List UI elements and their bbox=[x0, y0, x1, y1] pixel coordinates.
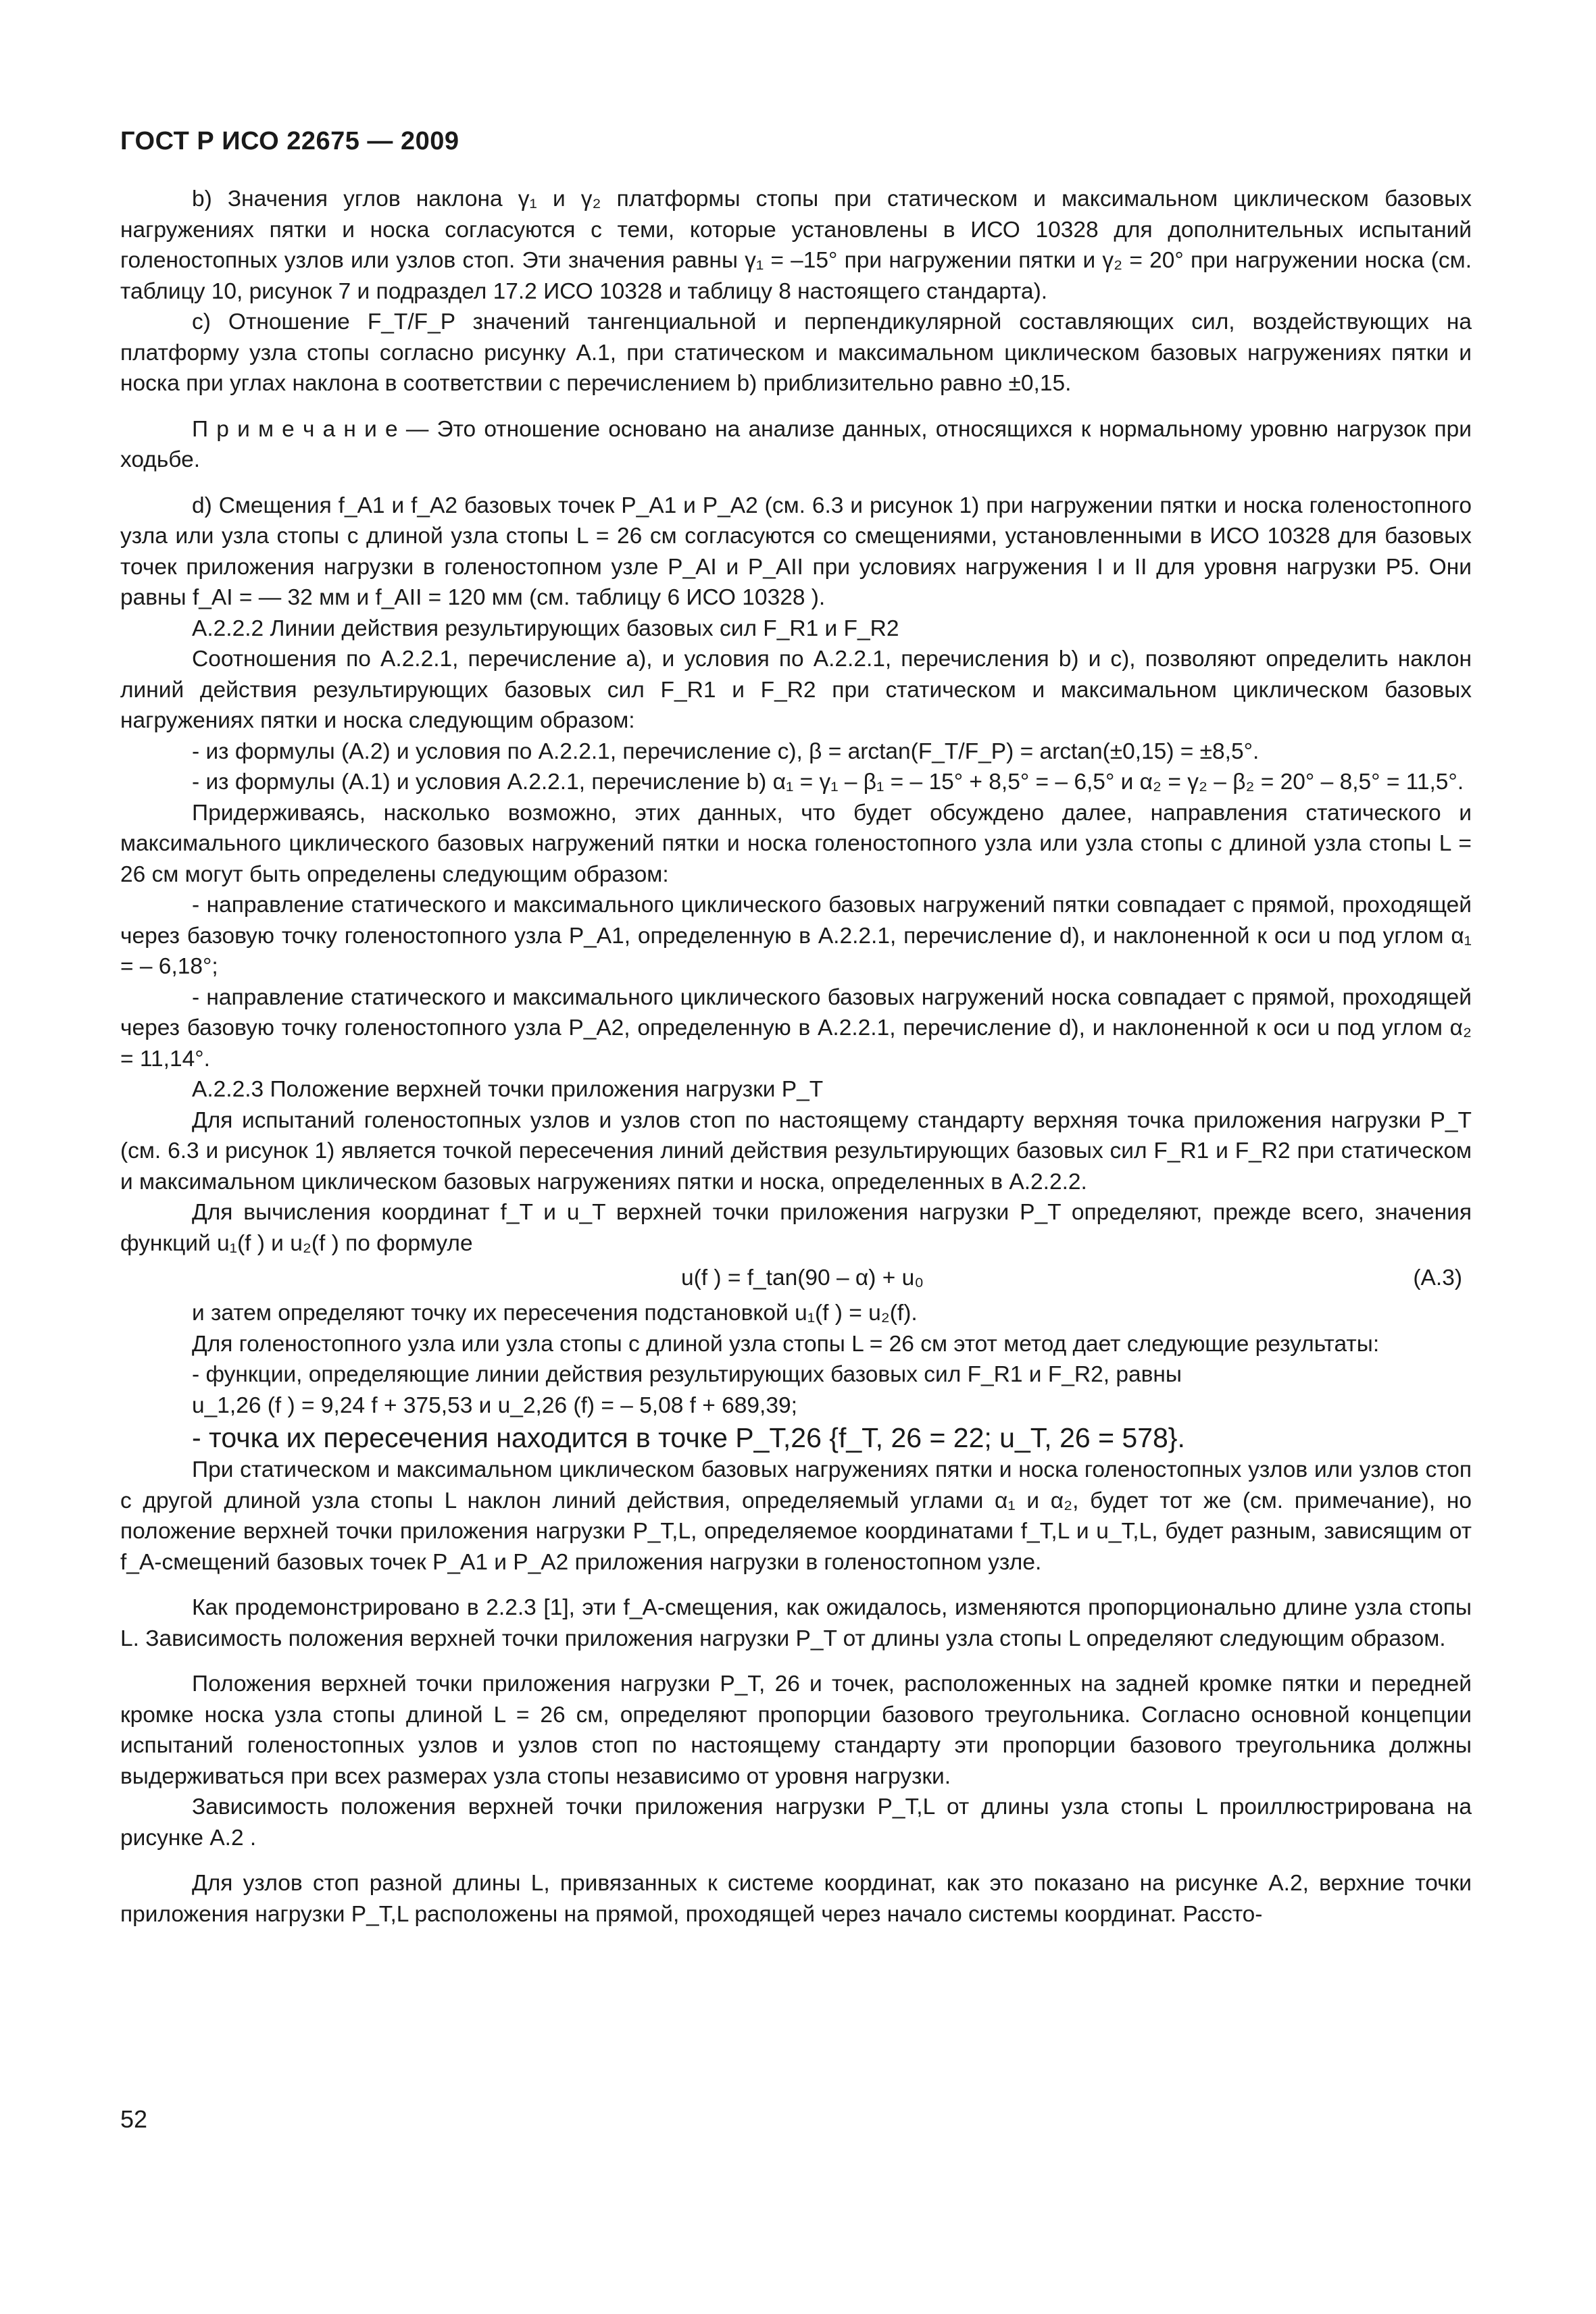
paragraph-intersection: и затем определяют точку их пересечения подстановкой u₁(f ) = u₂(f). bbox=[192, 1301, 918, 1326]
section-heading-a222: А.2.2.2 Линии действия результирующих базовых сил F_R1 и F_R2 bbox=[192, 615, 899, 641]
paragraph-b: b) Значения углов наклона γ₁ и γ₂ платформы стопы при статическом и максимальном циклическом базовых нагружениях пятки и носка согласуются с теми, которые установлены в ИСО 10328 для дополнительных испытаний голеностопных узлов или узлов стоп. Эти значения равны γ₁ = –15° при нагружении пятки и γ₂ = 20° при нагружении носка (см. таблицу 10, рисунок 7 и подраздел 17.2 ИСО 10328 и таблицу 8 настоящего стандарта). bbox=[120, 186, 1472, 304]
paragraph-base-triangle: Положения верхней точки приложения нагрузки P_T, 26 и точек, расположенных на задней кромке пятки и передней кромке носка узла стопы длиной L = 26 см, определяют пропорции базового треугольника. Согласно основной концепции испытаний голеностопных узлов и узлов стоп по настоящему стандарту эти пропорции базового треугольника должны выдерживаться при всех размерах узла стопы независимо от уровня нагрузки. bbox=[120, 1671, 1472, 1789]
paragraph-d: d) Смещения f_A1 и f_A2 базовых точек P_A1 и P_A2 (см. 6.3 и рисунок 1) при нагружении пятки и носка голеностопного узла или узла стопы с длиной узла стопы L = 26 см согласуются со смещениями, установленными в ИСО 10328 для базовых точек приложения нагрузки в голеностопном узле P_AI и P_AII при условиях нагружения I и II для уровня нагрузки Р5. Они равны f_AI = — 32 мм и f_AII = 120 мм (см. таблицу 6 ИСО 10328 ). bbox=[120, 493, 1472, 610]
list-item-beta: - из формулы (А.2) и условия по А.2.2.1, перечисление с), β = arctan(F_T/F_P) = arctan(±0,15) = ±8,5°. bbox=[192, 738, 1260, 764]
paragraph-a223-intro: Для испытаний голеностопных узлов и узлов стоп по настоящему стандарту верхняя точка приложения нагрузки P_T (см. 6.3 и рисунок 1) является точкой пересечения линий действия результирующих базовых сил F_R1 и F_R2 при статическом и максимальном циклическом базовых нагружениях пятки и носка, определенных в А.2.2.2. bbox=[120, 1107, 1472, 1194]
paragraph-fa-offsets: Как продемонстрировано в 2.2.3 [1], эти f_A-смещения, как ожидалось, изменяются пропорционально длине узла стопы L. Зависимость положения верхней точки приложения нагрузки P_T от длины узла стопы L определяют следующим образом. bbox=[120, 1595, 1472, 1651]
paragraph-dependence: Зависимость положения верхней точки приложения нагрузки P_T,L от длины узла стопы L проиллюстрирована на рисунке А.2 . bbox=[120, 1794, 1472, 1851]
paragraph-different-lengths: Для узлов стоп разной длины L, привязанных к системе координат, как это показано на рисунке А.2, верхние точки приложения нагрузки P_T,L расположены на прямой, проходящей через начало системы координат. Рассто- bbox=[120, 1871, 1472, 1927]
list-item-heel-direction: - направление статического и максимального циклического базовых нагружений пятки совпадает с прямой, проходящей через базовую точку голеностопного узла P_A1, определенную в А.2.2.1, перечисление d), и наклоненной к оси u под углом α₁ = – 6,18°; bbox=[120, 892, 1472, 979]
section-heading-a223: А.2.2.3 Положение верхней точки приложения нагрузки P_T bbox=[192, 1077, 824, 1102]
formula-number: (А.3) bbox=[1413, 1265, 1462, 1290]
list-item-toe-direction: - направление статического и максимального циклического базовых нагружений носка совпадает с прямой, проходящей через базовую точку голеностопного узла P_A2, определенную в А.2.2.1, перечисление d), и наклоненной к оси u под углом α₂ = 11,14°. bbox=[120, 984, 1472, 1072]
paragraph-other-lengths: При статическом и максимальном циклическом базовых нагружениях пятки и носка голеностопных узлов или узлов стоп с другой длиной узла стопы L наклон линий действия, определяемый углами α₁ и α₂, будет тот же (см. примечание), но положение верхней точки приложения нагрузки P_T,L, определяемое координатами f_T,L и u_T,L, будет разным, зависящим от f_A-смещений базовых точек P_A1 и P_A2 приложения нагрузки в голеностопном узле. bbox=[120, 1457, 1472, 1575]
paragraph-a222-intro: Соотношения по А.2.2.1, перечисление а), и условия по А.2.2.1, перечисления b) и с), позволяют определить наклон линий действия результирующих базовых сил F_R1 и F_R2 при статическом и максимальном циклическом базовых нагружениях пятки и носка следующим образом: bbox=[120, 647, 1472, 733]
paragraph-results-intro: Для голеностопного узла или узла стопы с длиной узла стопы L = 26 см этот метод дает следующие результаты: bbox=[192, 1331, 1380, 1357]
paragraph-c: c) Отношение F_T/F_P значений тангенциальной и перпендикулярной составляющих сил, воздействующих на платформу узла стопы согласно рисунку А.1, при статическом и максимальном циклическом базовых нагружениях пятки и носка при углах наклона в соответствии с перечислением b) приблизительно равно ±0,15. bbox=[120, 309, 1472, 396]
paragraph-directions: Придерживаясь, насколько возможно, этих данных, что будет обсуждено далее, направления статического и максимального циклического базовых нагружений пятки и носка голеностопного узла или узла стопы с длиной узла стопы L = 26 см могут быть определены следующим образом: bbox=[120, 800, 1472, 887]
list-item-alpha: - из формулы (А.1) и условия А.2.2.1, перечисление b) α₁ = γ₁ – β₁ = – 15° + 8,5° = – 6,5° и α₂ = γ₂ – β₂ = 20° – 8,5° = 11,5°. bbox=[192, 770, 1464, 795]
equation-line: u_1,26 (f ) = 9,24 f + 375,53 и u_2,26 (f) = – 5,08 f + 689,39; bbox=[192, 1392, 797, 1418]
document-header: ГОСТ Р ИСО 22675 — 2009 bbox=[120, 127, 459, 155]
paragraph-coordinates: Для вычисления координат f_T и u_T верхней точки приложения нагрузки P_T определяют, прежде всего, значения функций u₁(f ) и u₂(f ) по формуле bbox=[120, 1200, 1472, 1256]
page-number: 52 bbox=[120, 2105, 148, 2133]
list-item-functions: - функции, определяющие линии действия результирующих базовых сил F_R1 и F_R2, равны bbox=[192, 1362, 1182, 1387]
formula-row bbox=[120, 1259, 1472, 1298]
note-paragraph: П р и м е ч а н и е — Это отношение основано на анализе данных, относящихся к нормальному уровню нагрузок при ходьбе. bbox=[120, 416, 1472, 472]
formula-a3: u(f ) = f_tan(90 – α) + u₀ bbox=[681, 1265, 924, 1290]
list-item-intersection-point: - точка их пересечения находится в точке P_T,26 {f_T, 26 = 22; u_T, 26 = 578}. bbox=[192, 1422, 1185, 1453]
document-body bbox=[120, 184, 1472, 1930]
